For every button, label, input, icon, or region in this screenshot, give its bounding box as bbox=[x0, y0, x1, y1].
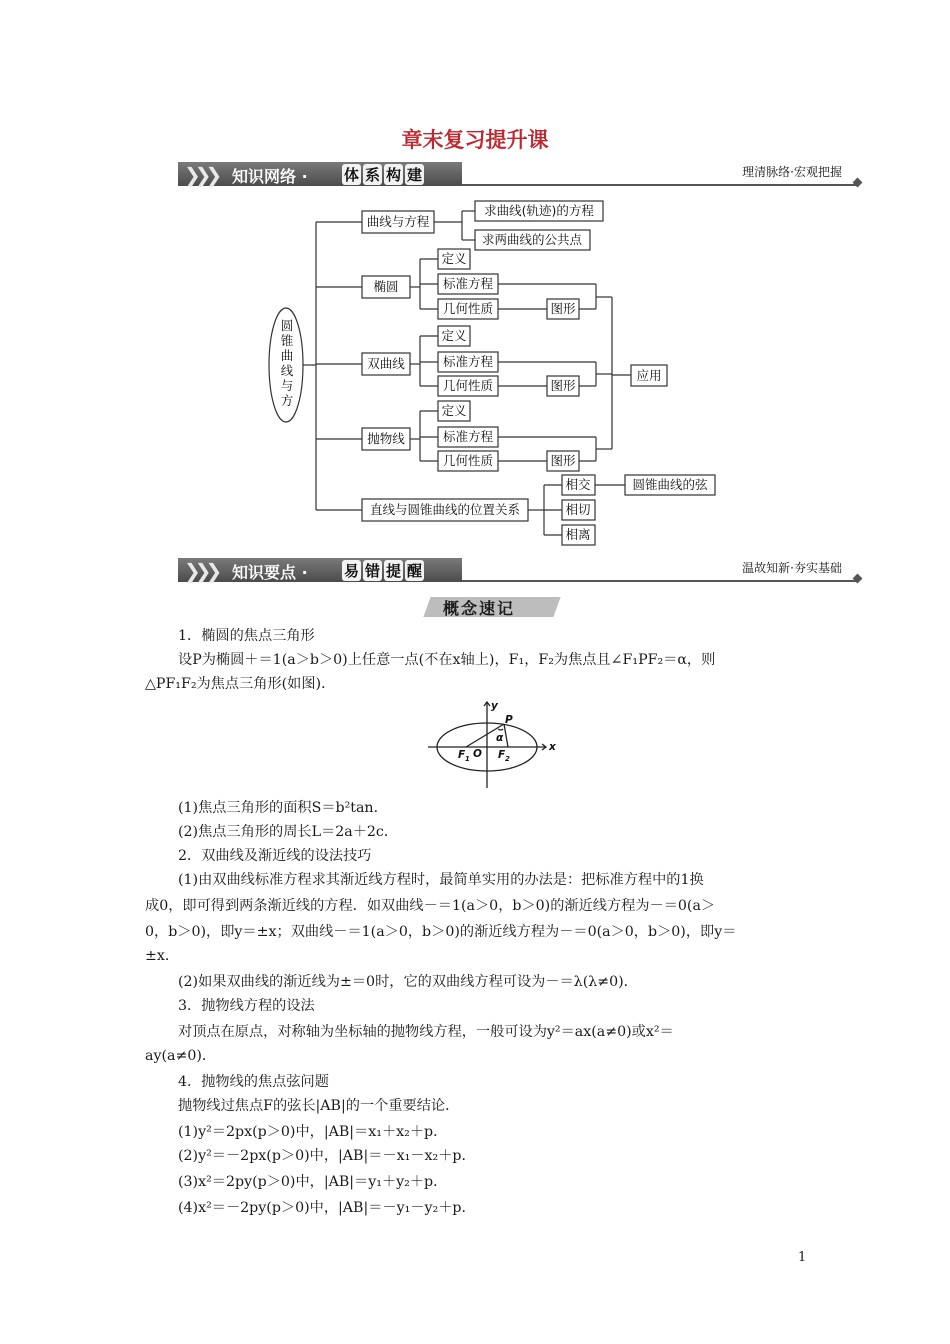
formula-line: (1)y²＝2px(p＞0)中，|AB|＝x₁＋x₂＋p． bbox=[178, 1124, 448, 1140]
subheading-text: 概念速记 bbox=[443, 599, 516, 618]
banner-char: 易 bbox=[344, 562, 360, 580]
chevron-icon: ❯❯❯ bbox=[184, 559, 217, 583]
label-definition: 定义 bbox=[441, 328, 467, 343]
label-ellipse: 椭圆 bbox=[373, 279, 399, 294]
banner-dot: · bbox=[301, 167, 308, 186]
paragraph-line: (2)如果双曲线的渐近线为±＝0时，它的双曲线方程可设为－＝λ(λ≠0)． bbox=[178, 974, 638, 990]
section-banner-knowledge-points bbox=[178, 558, 864, 584]
label-standard-eq: 标准方程 bbox=[442, 429, 494, 444]
formula-line: (4)x²＝－2py(p＞0)中，|AB|＝－y₁－y₂＋p． bbox=[178, 1200, 476, 1216]
label-chord: 圆锥曲线的弦 bbox=[632, 477, 708, 492]
point-p-label: P bbox=[505, 714, 513, 726]
banner-char: 错 bbox=[365, 562, 381, 580]
x-axis-label: x bbox=[549, 741, 556, 753]
label-figure: 图形 bbox=[550, 378, 576, 393]
knowledge-network-diagram bbox=[0, 0, 950, 560]
label-parabola: 抛物线 bbox=[367, 431, 405, 446]
paragraph-line: ay(a≠0)． bbox=[145, 1048, 217, 1064]
ellipse-focal-triangle-figure bbox=[428, 698, 563, 790]
banner-prefix: 知识要点 bbox=[232, 563, 297, 582]
paragraph-line: ±x． bbox=[145, 948, 180, 964]
label-separate: 相离 bbox=[565, 527, 591, 542]
chevron-icon: ❯❯❯ bbox=[184, 163, 217, 187]
banner-char: 构 bbox=[386, 166, 402, 184]
label-standard-eq: 标准方程 bbox=[442, 276, 494, 291]
label-figure: 图形 bbox=[550, 301, 576, 316]
label-curve-eq-a: 求曲线(轨迹)的方程 bbox=[484, 203, 594, 218]
heading-4: 4．抛物线的焦点弦问题 bbox=[178, 1074, 329, 1090]
banner-char: 建 bbox=[407, 166, 423, 184]
banner-prefix: 知识网络 bbox=[232, 167, 297, 186]
formula-line: (3)x²＝2py(p＞0)中，|AB|＝y₁＋y₂＋p． bbox=[178, 1174, 448, 1190]
heading-2: 2．双曲线及渐近线的设法技巧 bbox=[178, 848, 372, 864]
label-intersect: 相交 bbox=[565, 477, 591, 492]
banner-right-text: 理清脉络·宏观把握 bbox=[742, 165, 842, 179]
origin-label: O bbox=[473, 748, 482, 760]
f2-subscript: 2 bbox=[505, 755, 510, 763]
heading-3: 3．抛物线方程的设法 bbox=[178, 998, 315, 1014]
page-title: 章末复习提升课 bbox=[401, 127, 549, 152]
paragraph-line: 成0，即可得到两条渐近线的方程．如双曲线－＝1(a＞0，b＞0)的渐近线方程为－＝0(a＞ bbox=[145, 898, 716, 914]
label-standard-eq: 标准方程 bbox=[442, 354, 494, 369]
subheading bbox=[421, 593, 561, 619]
paragraph-line: △PF₁F₂为焦点三角形(如图)． bbox=[145, 676, 336, 692]
paragraph-line: 设P为椭圆＋＝1(a＞b＞0)上任意一点(不在x轴上)，F₁，F₂为焦点且∠F₁PF₂＝α，则 bbox=[178, 652, 716, 668]
label-curve-eq: 曲线与方程 bbox=[366, 214, 430, 229]
paragraph-line: (2)焦点三角形的周长L＝2a＋2c． bbox=[178, 824, 399, 840]
label-geom-prop: 几何性质 bbox=[442, 378, 494, 393]
banner-dot: · bbox=[301, 563, 308, 582]
banner-char: 提 bbox=[386, 562, 402, 580]
heading-1: 1．椭圆的焦点三角形 bbox=[178, 628, 315, 644]
paragraph-line: (1)由双曲线标准方程求其渐近线方程时，最简单实用的办法是：把标准方程中的1换 bbox=[178, 872, 704, 888]
label-definition: 定义 bbox=[441, 403, 467, 418]
label-figure: 图形 bbox=[550, 453, 576, 468]
banner-right-text: 温故知新·夯实基础 bbox=[742, 561, 842, 575]
label-curve-eq-b: 求两曲线的公共点 bbox=[481, 232, 583, 247]
banner-char: 醒 bbox=[407, 562, 423, 580]
label-application: 应用 bbox=[636, 368, 662, 383]
label-geom-prop: 几何性质 bbox=[442, 453, 494, 468]
banner-emphasis bbox=[342, 560, 426, 581]
f2-label: F bbox=[498, 749, 506, 761]
label-tangent: 相切 bbox=[565, 502, 591, 517]
y-axis-label: y bbox=[491, 700, 498, 712]
label-definition: 定义 bbox=[441, 251, 467, 266]
paragraph-line: 对顶点在原点，对称轴为坐标轴的抛物线方程，一般可设为y²＝ax(a≠0)或x²＝ bbox=[178, 1024, 674, 1040]
f1-label: F bbox=[458, 749, 466, 761]
formula-line: (2)y²＝－2px(p＞0)中，|AB|＝－x₁－x₂＋p． bbox=[178, 1148, 476, 1164]
banner-char: 系 bbox=[365, 166, 381, 184]
paragraph-line: 0，b＞0)，即y＝±x；双曲线－＝1(a＞0，b＞0)的渐近线方程为－＝0(a＞0，b＞0)，即y＝ bbox=[145, 924, 737, 940]
label-geom-prop: 几何性质 bbox=[442, 301, 494, 316]
banner-char: 体 bbox=[344, 166, 360, 184]
f1-subscript: 1 bbox=[465, 755, 470, 763]
label-line-relation: 直线与圆锥曲线的位置关系 bbox=[369, 502, 521, 517]
root-char: 圆锥曲线与方 bbox=[280, 318, 294, 408]
alpha-label: α bbox=[496, 732, 504, 744]
paragraph-line: (1)焦点三角形的面积S＝b²tan． bbox=[178, 800, 388, 816]
page-number: 1 bbox=[798, 1250, 807, 1265]
label-hyperbola: 双曲线 bbox=[367, 356, 405, 371]
paragraph-line: 抛物线过焦点F的弦长|AB|的一个重要结论． bbox=[178, 1098, 460, 1114]
